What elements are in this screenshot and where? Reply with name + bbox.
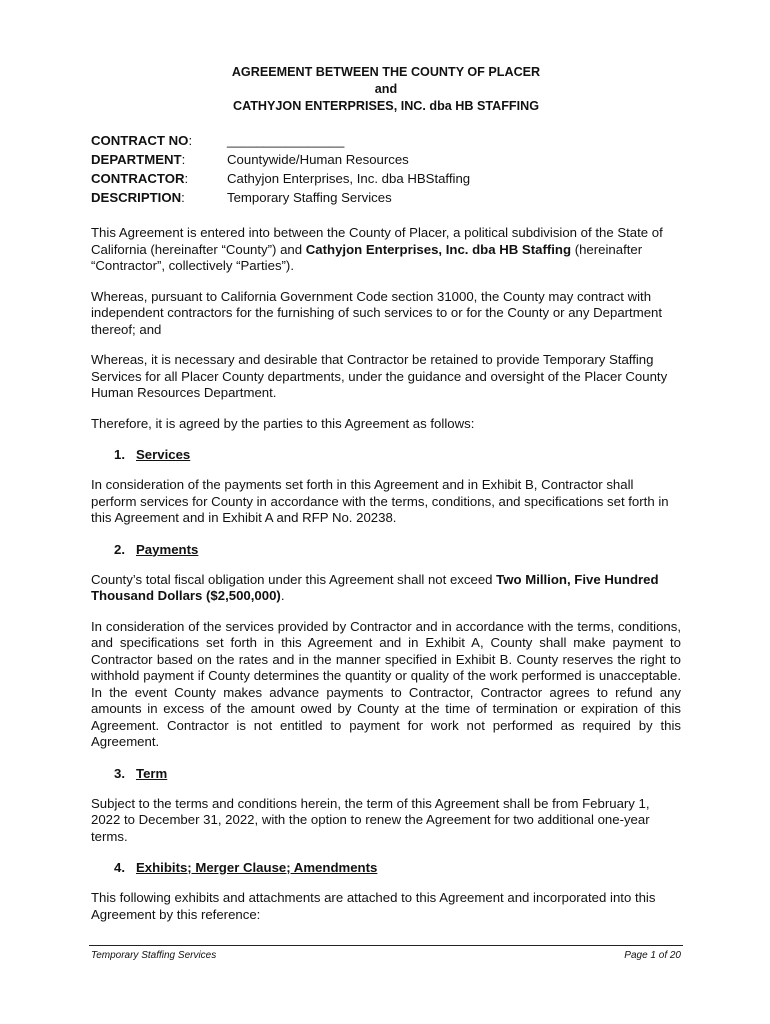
whereas-paragraph-2: Whereas, it is necessary and desirable that Contractor be retained to provide Temporary Staffing Services for all Placer County departments, under the guidance and oversight of the Placer County Human Resources Department. — [91, 352, 668, 400]
footer-document-title: Temporary Staffing Services — [91, 950, 217, 961]
obligation-amount-bold: Two Million, Five Hundred Thousand Dollars ($2,500,000) — [91, 571, 659, 603]
footer-divider — [89, 945, 683, 946]
therefore-paragraph: Therefore, it is agreed by the parties to this Agreement as follows: — [91, 415, 475, 431]
agreement-title — [91, 64, 681, 115]
section-heading-term: 3. Term — [114, 765, 168, 781]
contract-no-colon: : — [188, 133, 193, 148]
whereas-paragraph-1: Whereas, pursuant to California Government Code section 31000, the County may contract with independent contractors for the furnishing of such services to or for the County or any Department thereof; and — [91, 288, 663, 337]
contractor-colon: : — [184, 171, 189, 186]
footer-page-number: Page 1 of 20 — [624, 950, 681, 961]
contract-no-row — [91, 131, 681, 150]
page-footer — [91, 950, 681, 961]
contractor-value: Cathyjon Enterprises, Inc. dba HBStaffing — [227, 171, 471, 186]
department-row — [91, 150, 681, 169]
title-line-2: and — [374, 82, 398, 96]
services-paragraph: In consideration of the payments set forth in this Agreement and in Exhibit B, Contractor shall perform services for County in accordance with the terms, conditions, and specifications set forth in this Agreement and in Exhibit A and RFP No. 20238. — [91, 477, 669, 525]
title-line-1: AGREEMENT BETWEEN THE COUNTY OF PLACER — [231, 65, 541, 79]
section-heading-services: 1. Services — [114, 447, 191, 462]
contractor-label: CONTRACTOR — [91, 171, 185, 186]
description-value: Temporary Staffing Services — [227, 190, 392, 205]
section-heading-exhibits: 4. Exhibits; Merger Clause; Amendments — [114, 860, 378, 875]
department-value: Countywide/Human Resources — [227, 152, 409, 167]
payments-obligation-paragraph: County’s total fiscal obligation under this Agreement shall not exceed Two Million, Five Hundred Thousand Dollars ($2,500,000). — [91, 571, 659, 603]
payments-paragraph: In consideration of the services provided by Contractor and in accordance with the terms, conditions, and specifications set forth in this Agreement and in Exhibit A, County shall make payment to Contractor based on the rates and in the manner specified in Exhibit B. County reserves the right to withhold payment if County determines the quantity or quality of the work performed is unacceptable. In the event County makes advance payments to Contractor, Contractor agrees to refund any amounts in excess of the amount owed by County at the time of termination or expiration of this Agreement. Contractor is not entitled to payment for work not performed as required by this Agreement. — [91, 618, 681, 749]
contract-info — [91, 131, 681, 207]
document-page — [91, 64, 681, 936]
contract-no-label: CONTRACT NO — [91, 133, 189, 148]
description-row — [91, 188, 681, 207]
section-heading-payments: 2. Payments — [114, 541, 199, 557]
department-colon: : — [181, 152, 186, 167]
term-paragraph: Subject to the terms and conditions herein, the term of this Agreement shall be from February 1, 2022 to December 31, 2022, with the option to renew the Agreement for two additional one-year terms. — [91, 795, 650, 844]
description-label: DESCRIPTION — [91, 190, 182, 205]
intro-paragraph: This Agreement is entered into between the County of Placer, a political subdivision of the State of California (hereinafter “County”) and Cathyjon Enterprises, Inc. dba HB Staffing (hereinafter “Contractor”, collectively “Parties”). — [91, 225, 663, 273]
description-colon: : — [181, 190, 185, 205]
contractor-row — [91, 169, 681, 188]
department-label: DEPARTMENT — [91, 152, 182, 167]
exhibits-paragraph: This following exhibits and attachments are attached to this Agreement and incorporated into this Agreement by this reference: — [91, 890, 656, 922]
contract-no-value: ________________ — [227, 133, 345, 148]
title-line-3: CATHYJON ENTERPRISES, INC. dba HB STAFFING — [232, 99, 539, 113]
contractor-name-bold: Cathyjon Enterprises, Inc. dba HB Staffing — [305, 241, 572, 257]
